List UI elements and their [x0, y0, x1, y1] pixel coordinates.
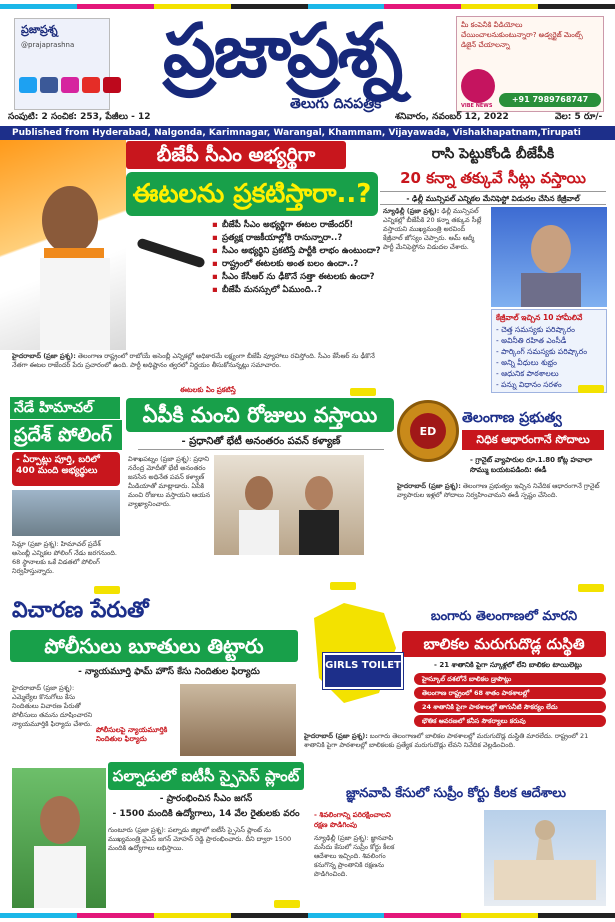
story1-bullet: ▪ రాష్ట్రంలో ఈటలకు అంత బలం ఉందా..? — [212, 258, 382, 271]
story6-deck: - న్యాయమూర్తి ఫామ్ హౌస్ కేసు నిందితుల ఫిర్యాదు — [78, 667, 260, 677]
issue-date: శనివారం, నవంబర్ 12, 2022 — [395, 112, 509, 122]
color-registration-bar-bottom — [0, 913, 615, 918]
story3-kicker: నేడే హిమాచల్ — [10, 397, 120, 419]
kejriwal-portrait-illustration — [491, 207, 607, 307]
story1-bullet: ▪ బీజేపీ మనస్సులో ఏముంది..? — [212, 284, 382, 297]
story7-headline[interactable]: బాలికల మరుగుదొడ్ల దుస్థితి — [402, 631, 606, 657]
ad-brand: VIBE NEWS — [461, 103, 493, 109]
story2-headline-part2[interactable]: 20 కన్నా తక్కువే సీట్లు వస్తాయి — [400, 169, 586, 187]
story7-bullet: 24 శాతానికి పైగా పాఠశాలల్లో తాగునీటి సౌకర్యం లేదు — [414, 701, 606, 713]
story5-byline: హైదరాబాద్ (ప్రజా ప్రశ్న): — [397, 482, 461, 490]
promises-title: కేజ్రీవాల్ ఇచ్చిన 10 హామీలివే — [496, 313, 583, 322]
story9-headline[interactable]: జ్ఞానవాపి కేసులో సుప్రీం కోర్టు కీలక ఆదేశాలు — [346, 786, 566, 801]
story2-byline: న్యూఢిల్లీ (ప్రజా ప్రశ్న): — [383, 207, 440, 215]
girls-toilet-sign: GIRLS TOILET — [323, 653, 403, 689]
kejriwal-promises-box — [491, 309, 607, 393]
price: వెల: 5 రూ/- — [555, 112, 603, 122]
story4-headline[interactable]: ఏపీకి మంచి రోజులు వస్తాయి — [126, 398, 394, 432]
twitter-icon[interactable] — [19, 77, 37, 93]
story7-bullet: భౌతిక ఆవరణలో కనీస సౌకర్యాలు కరువు — [414, 715, 606, 727]
continued-marker[interactable] — [578, 385, 604, 393]
story7-deck: - 21 శాతానికి పైగా స్కూళ్లలో లేని బాలికల టాయిలెట్లు — [434, 661, 582, 669]
ad-phone: +91 7989768747 — [499, 93, 601, 107]
microphone-icon — [126, 218, 210, 290]
story8-body: గుంటూరు (ప్రజా ప్రశ్న): పల్నాడు జిల్లాలో ఐటీసీ స్పైసెస్ ప్లాంట్ ను ముఖ్యమంత్రి వైఎస్ జగన్ మోహన్ రెడ్డి ప్రారంభించారు. దీని ద్వారా 1500 మందికి ఉద్యోగాలు లభిస్తాయి. — [108, 826, 292, 852]
continued-marker[interactable] — [330, 582, 356, 590]
newspaper-title: ప్రజాప్రశ్న — [163, 8, 401, 94]
accused-photo — [180, 684, 296, 756]
story7-kicker: బంగారు తెలంగాణలో మారని — [430, 609, 578, 624]
mic-photo — [126, 218, 210, 290]
enforcement-directorate-emblem-icon — [400, 403, 456, 459]
story5-kicker: తెలంగాణ ప్రభుత్వ — [462, 410, 562, 426]
continued-marker[interactable] — [94, 586, 120, 594]
promises-list — [496, 324, 602, 390]
polling-photo — [12, 490, 120, 536]
promise-item: - అన్ని వీధులు శుభ్రం — [496, 358, 557, 367]
jagan-photo — [12, 768, 106, 908]
story1-body — [12, 352, 378, 386]
story2-body-text: ఢిల్లీ మున్సిపల్ ఎన్నికల్లో బీజేపీకి 20 కన్నా తక్కువ సీట్లే వస్తాయని ముఖ్యమంత్రి అరవింద్ కేజ్రీవాల్ జోస్యం చెప్పారు. ఆమ్ ఆద్మీ పార్టీ మేనిఫెస్టోను విడుదల చేశారు. — [383, 207, 482, 251]
etala-photo — [0, 140, 126, 350]
story3-headline[interactable]: ప్రదేశ్ పోలింగ్ — [10, 420, 122, 450]
continued-marker[interactable] — [274, 900, 300, 908]
story2-headline-part1: రాసి పెట్టుకోండి బీజేపీకి — [431, 146, 555, 162]
story1-continue[interactable]: ఈటలకు ఏం ప్రకటిస్తే — [180, 386, 236, 394]
jagan-portrait-illustration — [12, 768, 106, 908]
story2-body — [383, 207, 486, 393]
promise-item: - అవినీతి రహిత ఎంసీడీ — [496, 336, 567, 345]
story7-bullet: తెలంగాణ రాష్ట్రంలో 68 శాతం పాఠశాలల్లో — [414, 687, 606, 699]
story3-deck: - ఏర్పాట్లు పూర్తి, బరిలో 400 మంది అభ్యర్థులు — [12, 452, 120, 486]
supreme-court-photo — [484, 810, 606, 906]
logo-text: ప్రజాప్రశ్న — [21, 23, 58, 36]
story5-body-text: తెలంగాణ ప్రభుత్వం ఇచ్చిన నివేదిక ఆధారంగానే గ్రానైట్ వ్యాపారుల ఇళ్లలో సోదాలు నిర్వహించామని ఈడీ స్పష్టం చేసింది. — [397, 482, 600, 499]
story1-bullet: ▪ సీఎం కేసీఆర్ ను ఢీకొనే సత్తా ఈటలకు ఉందా? — [212, 271, 382, 284]
story6-body: హైదరాబాద్ (ప్రజా ప్రశ్న): ఎమ్మెల్యేల కొనుగోలు కేసు నిందితులు విచారణ పేరుతో పోలీసులు తమను దూషించారని న్యాయమూర్తికి ఫిర్యాదు చేశారు. — [12, 684, 93, 728]
story7-body-text: బంగారు తెలంగాణలో బాలికల పాఠశాలల్లో మరుగుదొడ్ల దుస్థితి మారలేదు. రాష్ట్రంలో 21 శాతానికి పైగా పాఠశాలల్లో బాలికలకు ప్రత్యేక మరుగుదొడ్లు లేవని నివేదిక వెల్లడించింది. — [304, 732, 589, 749]
story4-deck: - ప్రధానితో భేటీ అనంతరం పవన్ కళ్యాణ్ — [138, 434, 384, 450]
story2-kicker: - ఢిల్లీ మున్సిపల్ ఎన్నికల మేనిఫెస్టో విడుదల చేసిన కేజ్రీవాల్ — [380, 191, 606, 205]
continued-marker[interactable] — [350, 388, 376, 396]
ad-text: మీ కంపెనీకి వీడియోలు చేయించాలనుకుంటున్నారా? అడ్వర్టైజ్ మెంట్స్ డిజైన్ చేయాలన్నా — [461, 21, 583, 49]
vibe-news-ad[interactable] — [456, 16, 604, 112]
dateline — [0, 112, 615, 126]
story9-deck: - శివలింగాన్ని పరిరక్షించాలని రక్షణ పొడిగింపు — [314, 811, 391, 829]
story8-headline[interactable]: పల్నాడులో ఐటీసీ స్పైసెస్ ప్లాంట్ — [108, 762, 304, 790]
etala-portrait-illustration — [0, 140, 126, 350]
story8-deck1: - ప్రారంభించిన సీఎం జగన్ — [159, 794, 253, 804]
ed-logo — [397, 400, 459, 462]
story1-bullets — [212, 219, 382, 297]
promise-item: - పన్ను విధానం సరళం — [496, 380, 562, 389]
promise-item: - ఆధునిక పాఠశాలలు — [496, 369, 559, 378]
story7-bullets — [414, 673, 606, 727]
story1-bullet: ▪ సీఎం అభ్యర్థిని ప్రకటిస్తే పార్టీకి లాభం ఉంటుందా? — [212, 245, 382, 258]
story1-bullet: ▪ ప్రత్యక్ష రాజకీయాల్లోకి రానున్నారా..? — [212, 232, 382, 245]
story9-body-col2 — [410, 810, 480, 908]
facebook-icon[interactable] — [40, 77, 58, 93]
story9-body: న్యూఢిల్లీ (ప్రజా ప్రశ్న): జ్ఞానవాపి మసీదు కేసులో సుప్రీం కోర్టు కీలక ఆదేశాలు ఇచ్చింది. శివలింగం కనుగొన్న ప్రాంతానికి రక్షణను పొడిగించింది. — [314, 834, 395, 878]
story6-kicker: విచారణ పేరుతో — [12, 598, 149, 623]
story1-headline[interactable]: ఈటలను ప్రకటిస్తారా..? — [126, 172, 378, 216]
story1-byline: హైదరాబాద్ (ప్రజా ప్రశ్న): — [12, 352, 76, 360]
svg-text:ED: ED — [419, 425, 437, 438]
pawan-modi-photo — [214, 455, 364, 555]
story7-body — [304, 732, 606, 778]
vibe-news-logo — [461, 69, 495, 103]
volume-info: సంపుటి: 2 సంచిక: 253, పేజీలు - 12 — [8, 112, 151, 122]
instagram-icon[interactable] — [61, 77, 79, 93]
story5-deck: - గ్రానైట్ వ్యాపారుల రూ.1.80 కోట్ల హవాలా సొమ్ము బయటపడింది: ఈడీ — [470, 456, 593, 474]
story1-bullet: ▪ బీజేపీ సీఎం అభ్యర్థిగా ఈటల రాజేందర్! — [212, 219, 382, 232]
story6-inset: పోలీసులపై న్యాయమూర్తికి నిందితుల ఫిర్యాదు — [96, 726, 168, 743]
story4-body-col1: విశాఖపట్నం (ప్రజా ప్రశ్న): ప్రధాని నరేంద్ర మోదీతో భేటీ అనంతరం జనసేన అధినేత పవన్ కళ్యాణ్ మీడియాతో మాట్లాడారు. ఏపీకి మంచి రోజులు వస్తాయని ఆయన వ్యాఖ్యానించారు. — [128, 455, 211, 508]
story8-deck2: - 1500 మందికి ఉద్యోగాలు, 14 వేల రైతులకు వరం — [112, 809, 300, 819]
newspaper-subtitle: తెలుగు దినపత్రిక — [290, 96, 382, 112]
story5-body — [397, 482, 607, 590]
story5-headline[interactable]: నిధిక ఆధారంగానే సోదాలు — [462, 430, 604, 450]
promise-item: - చెత్త సమస్యకు పరిష్కారం — [496, 325, 575, 334]
supreme-court-building-illustration — [484, 810, 606, 906]
social-handle: @prajaprashna — [21, 41, 75, 49]
story7-byline: హైదరాబాద్ (ప్రజా ప్రశ్న): — [304, 732, 368, 740]
story1-kicker: బీజేపీ సీఎం అభ్యర్థిగా — [126, 141, 346, 169]
kejriwal-photo — [491, 207, 607, 307]
masthead-logo-box — [14, 18, 110, 110]
promise-item: - పార్కింగ్ సమస్యకు పరిష్కారం — [496, 347, 588, 356]
continued-marker[interactable] — [578, 584, 604, 592]
story6-headline[interactable]: పోలీసులు బూతులు తిట్టారు — [10, 630, 298, 662]
meeting-illustration — [214, 455, 364, 555]
story3-body: సిమ్లా (ప్రజా ప్రశ్న): హిమాచల్ ప్రదేశ్ అసెంబ్లీ ఎన్నికల పోలింగ్ నేడు జరగనుంది. 68 స్థానాలకు ఒకే విడతలో పోలింగ్ నిర్వహిస్తున్నారు. — [12, 540, 117, 575]
story1-body-text: తెలంగాణ రాష్ట్రంలో రాబోయే అసెంబ్లీ ఎన్నికల్లో అధికారమే లక్ష్యంగా బీజేపీ వ్యూహాలు రచిస్తోంది. సీఎం కేసీఆర్ ను ఢీకొనే నేతగా ఈటల రాజేందర్ పేరు ప్రచారంలో ఉంది. పార్టీ అధిష్టానం త్వరలో నిర్ణయం తీసుకోనున్నట్లు సమాచారం. — [12, 352, 375, 369]
youtube-icon[interactable] — [82, 77, 100, 93]
published-cities-bar: Published from Hyderabad, Nalgonda, Karimnagar, Warangal, Khammam, Vijayawada, Vishakhapatnam,Tirupati — [0, 126, 615, 140]
story7-bullet: హైస్కూల్ దశలోనే బాలికల డ్రాపౌట్లు — [414, 673, 606, 685]
